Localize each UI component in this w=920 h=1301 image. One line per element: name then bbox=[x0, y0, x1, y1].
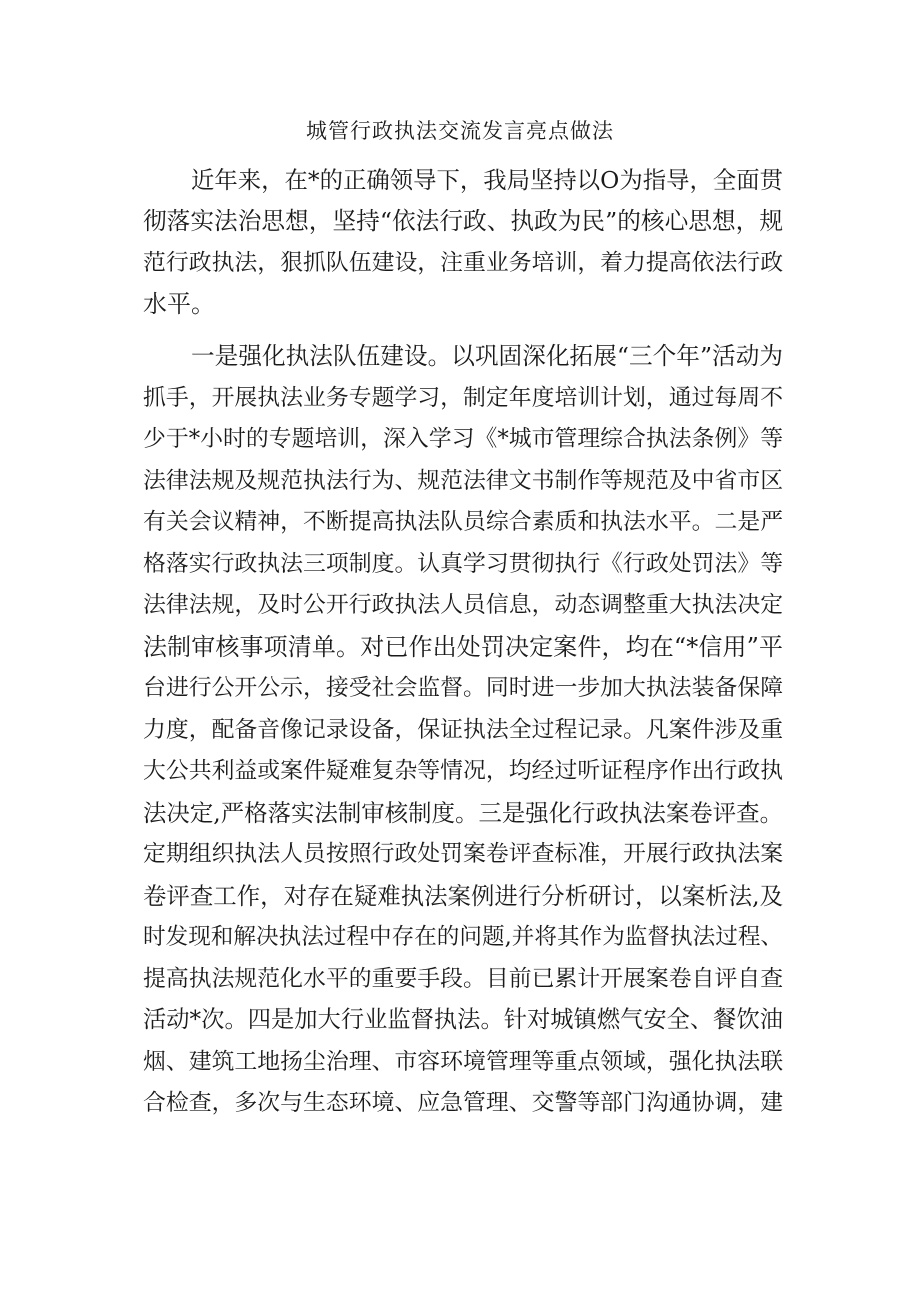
paragraph-line: 法决定,严格落实法制审核制度。三是强化行政执法案卷评查。 bbox=[143, 799, 783, 827]
paragraph-line: 范行政执法，狠抓队伍建设，注重业务培训，着力提高依法行政 bbox=[143, 250, 784, 276]
paragraph-line: 卷评查工作，对存在疑难执法案例进行分析研讨，以案析法,及 bbox=[143, 882, 783, 910]
paragraph-line: 一是强化执法队伍建设。以巩固深化拓展“三个年”活动为 bbox=[191, 342, 783, 370]
paragraph-line: 时发现和解决执法过程中存在的问题,并将其作为监督执法过程、 bbox=[143, 924, 783, 950]
paragraph-line: 近年来，在*的正确领导下，我局坚持以O为指导，全面贯 bbox=[191, 166, 783, 194]
paragraph-line: 台进行公开公示，接受社会监督。同时进一步加大执法装备保障 bbox=[143, 675, 784, 701]
paragraph-line: 大公共利益或案件疑难复杂等情况，均经过听证程序作出行政执 bbox=[143, 758, 784, 784]
paragraph-line: 有关会议精神，不断提高执法队员综合素质和执法水平。二是严 bbox=[143, 509, 784, 535]
paragraph-line: 格落实行政执法三项制度。认真学习贯彻执行《行政处罚法》等 bbox=[143, 551, 784, 577]
paragraph-line: 抓手，开展执法业务专题学习，制定年度培训计划，通过每周不 bbox=[143, 385, 784, 411]
document-title: 城管行政执法交流发言亮点做法 bbox=[306, 119, 614, 143]
paragraph-line: 烟、建筑工地扬尘治理、市容环境管理等重点领域，强化执法联 bbox=[143, 1049, 784, 1075]
paragraph-line: 法律法规，及时公开行政执法人员信息，动态调整重大执法决定 bbox=[143, 592, 784, 618]
paragraph-line: 提高执法规范化水平的重要手段。目前已累计开展案卷自评自查 bbox=[143, 966, 784, 992]
paragraph-line: 法制审核事项清单。对已作出处罚决定案件，均在“*信用”平 bbox=[143, 633, 783, 661]
paragraph-line: 水平。 bbox=[143, 290, 215, 318]
paragraph-line: 合检查，多次与生态环境、应急管理、交警等部门沟通协调，建 bbox=[143, 1090, 784, 1116]
paragraph-line: 活动*次。四是加大行业监督执法。针对城镇燃气安全、餐饮油 bbox=[143, 1006, 783, 1033]
paragraph-line: 法律法规及规范执法行为、规范法律文书制作等规范及中省市区 bbox=[143, 468, 784, 494]
paragraph-line: 少于*小时的专题培训，深入学习《*城市管理综合执法条例》等 bbox=[143, 426, 784, 452]
paragraph-line: 力度，配备音像记录设备，保证执法全过程记录。凡案件涉及重 bbox=[143, 717, 784, 743]
paragraph-line: 彻落实法治思想，坚持“依法行政、执政为民”的核心思想，规 bbox=[143, 207, 783, 235]
paragraph-line: 定期组织执法人员按照行政处罚案卷评查标准，开展行政执法案 bbox=[143, 841, 784, 867]
